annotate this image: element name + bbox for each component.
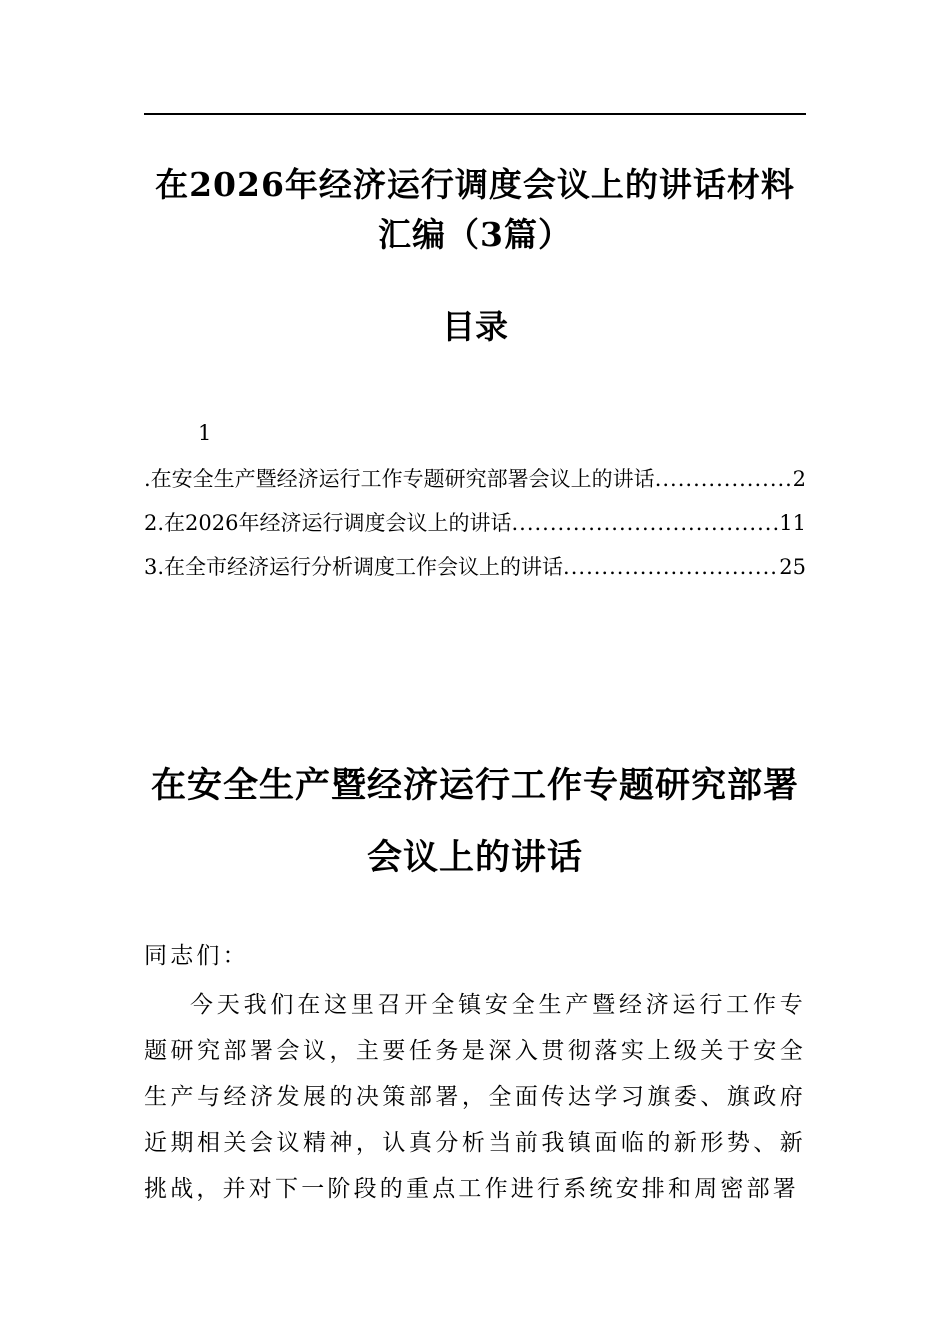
document-title-line1: 在2026年经济运行调度会议上的讲话材料 [155,165,795,204]
body-paragraph: 今天我们在这里召开全镇安全生产暨经济运行工作专题研究部署会议，主要任务是深入贯彻落实上级关于安全生产与经济发展的决策部署，全面传达学习旗委、旗政府近期相关会议精神，认真分析当前我镇面临的新形势、新挑战，并对下一阶段的重点工作进行系统安排和周密部署 [144,992,806,1202]
section-title [144,750,806,894]
toc-item-2-text: 2.在2026年经济运行调度会议上的讲话 [144,511,512,535]
body-text [144,930,806,1212]
section-title-line2: 会议上的讲话 [366,837,583,878]
toc-leader-dots [655,464,793,494]
toc-leader-dots [511,508,779,538]
toc-item-1-text: .在安全生产暨经济运行工作专题研究部署会议上的讲话 [144,467,655,491]
toc-item-2-page: 11 [779,511,806,535]
toc-item-1[interactable] [144,464,806,494]
toc-item-3-text: 3.在全市经济运行分析调度工作会议上的讲话 [144,555,564,579]
greeting: 同志们： [144,943,249,969]
toc-heading: 目录 [442,307,508,346]
header-rule [144,113,806,115]
document-title [144,160,806,260]
toc-leader-dots [563,552,779,582]
toc-item-1-number: 1 [198,421,212,445]
toc-item-3[interactable] [144,552,806,582]
section-title-line1: 在安全生产暨经济运行工作专题研究部署 [150,765,799,806]
document-title-line2: 汇编（3篇） [378,215,572,254]
toc-item-2[interactable] [144,508,806,538]
toc-item-1-page: 2 [792,467,806,491]
toc-item-3-page: 25 [779,555,806,579]
